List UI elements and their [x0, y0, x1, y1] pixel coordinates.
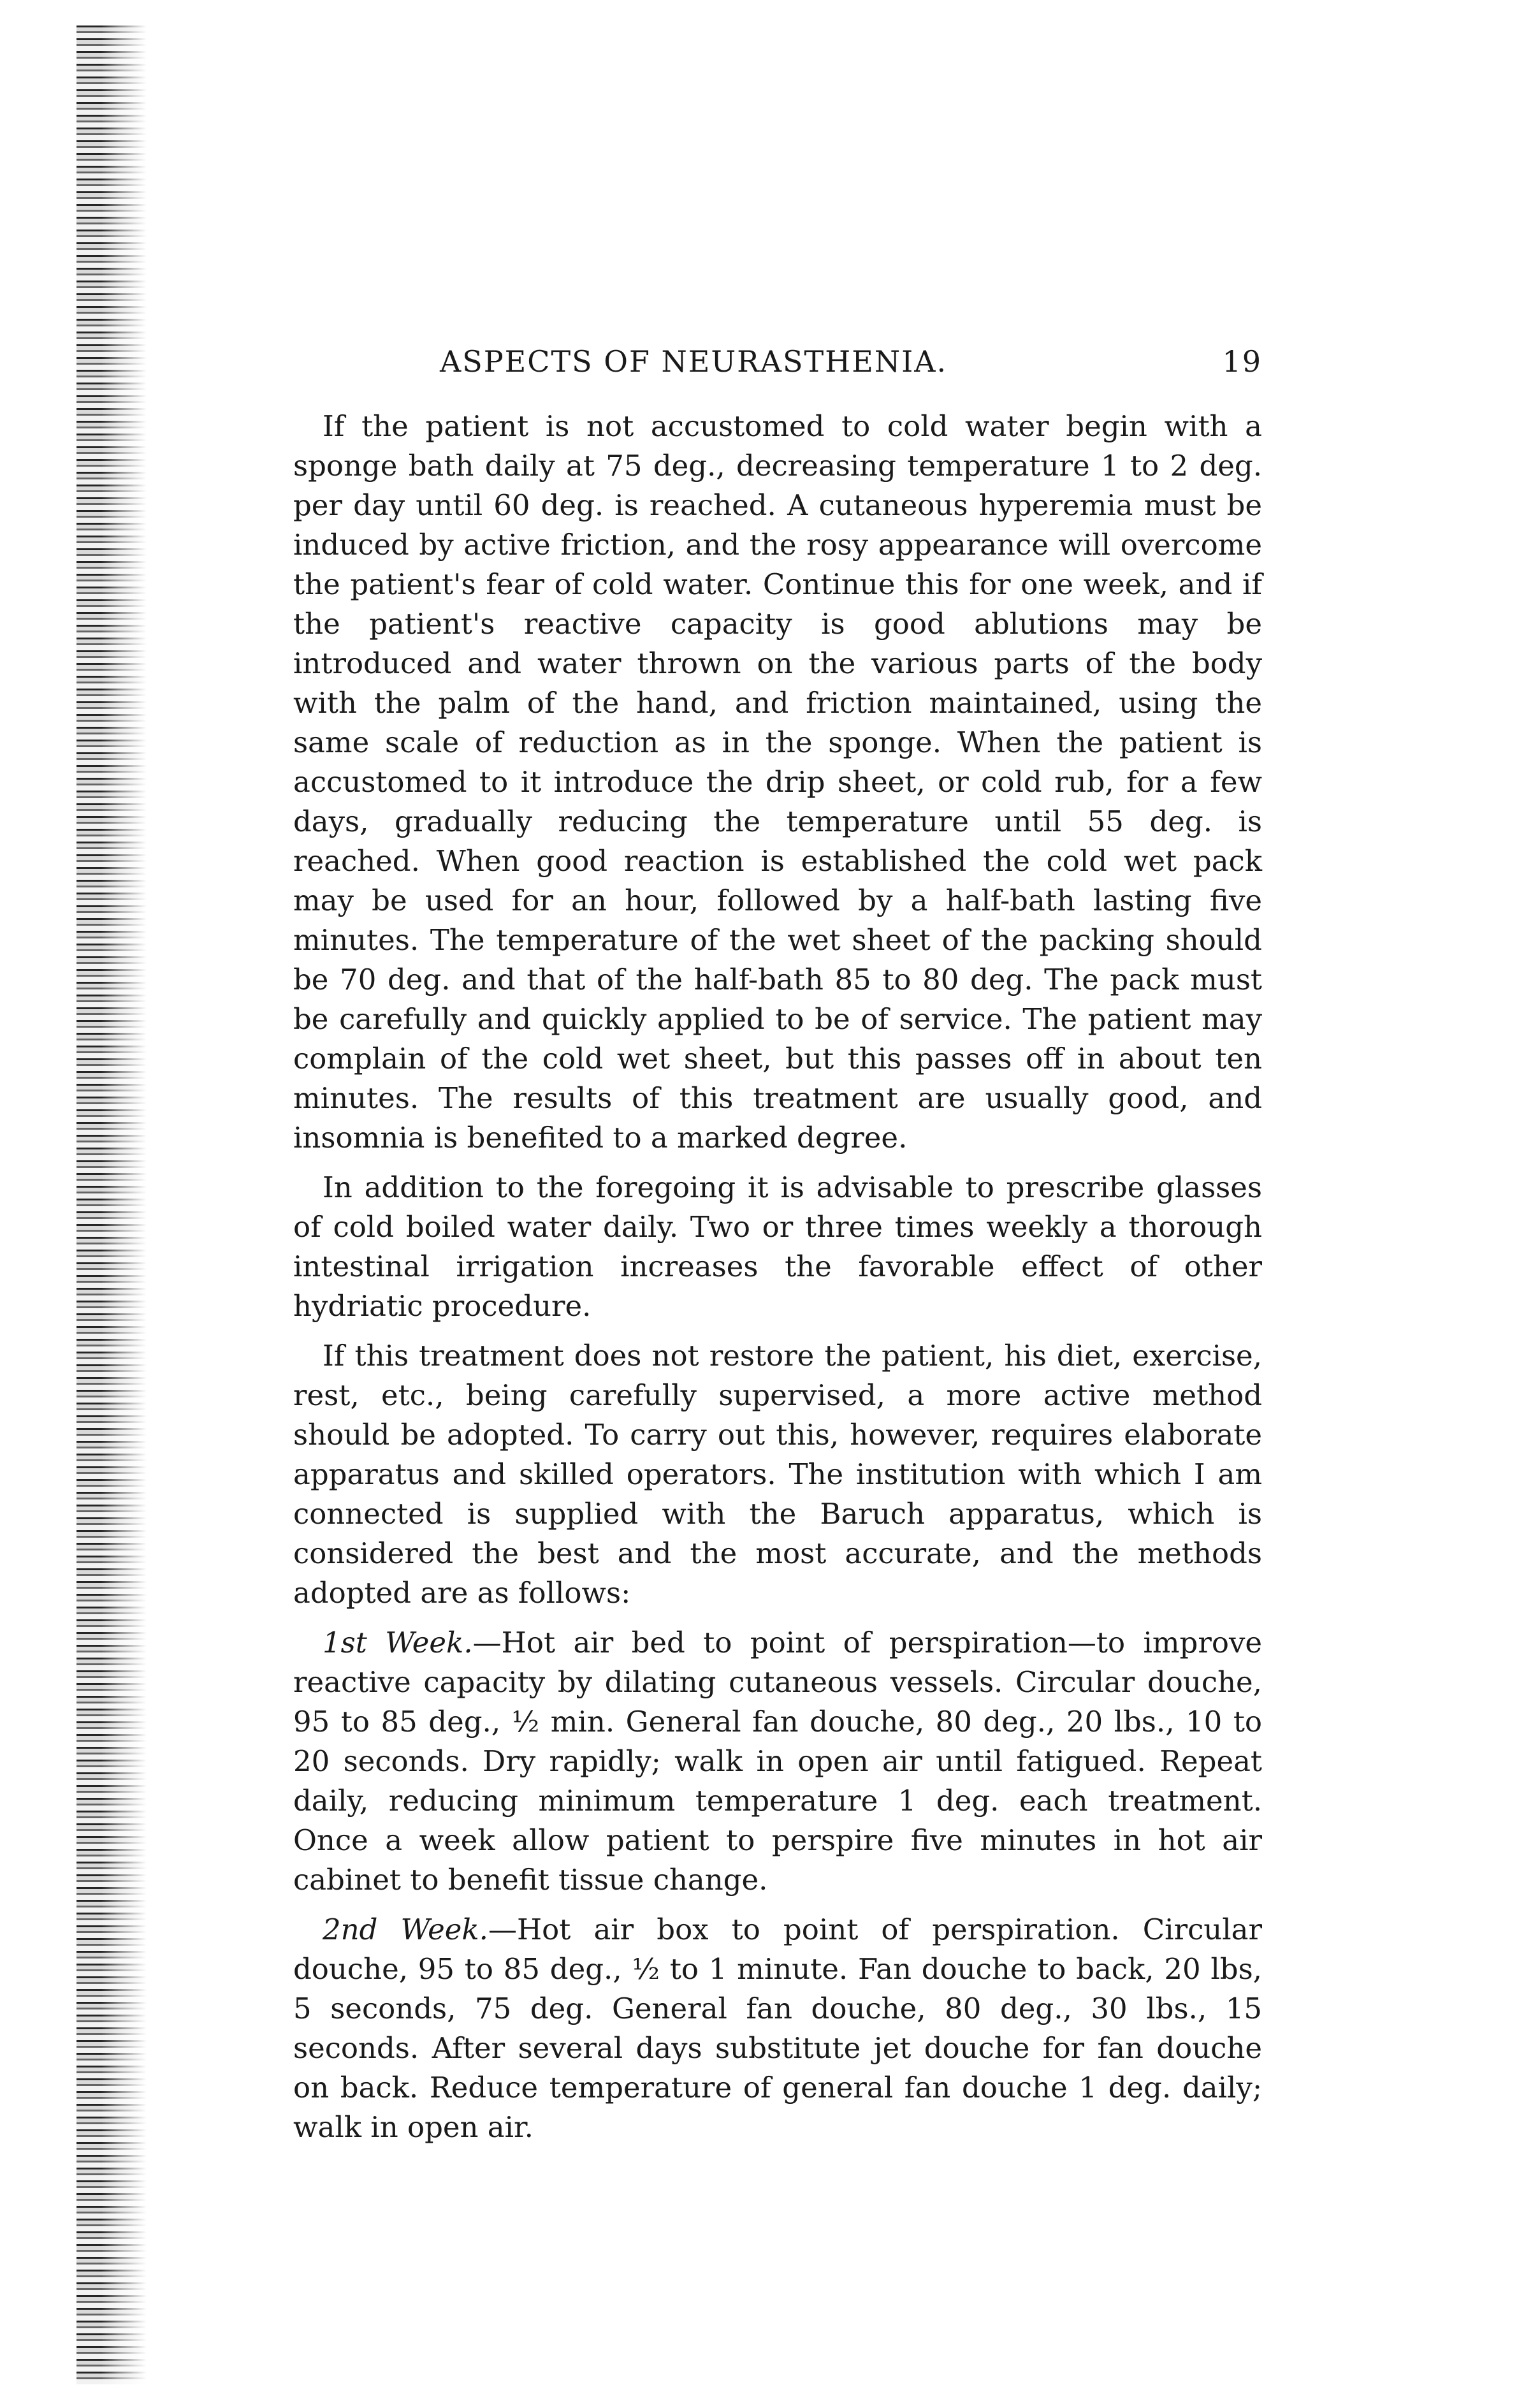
- body-text: [293, 407, 1262, 2147]
- paragraph-text: —Hot air box to point of perspiration. Circular douche, 95 to 85 deg., ½ to 1 minute. Fan douche to back, 20 lbs, 5 seconds, 75 deg. General fan douche, 80 deg., 30 lbs., 15 seconds. After several days substitute jet douche for fan douche on back. Reduce temperature of general fan douche 1 deg. daily; walk in open air.: [293, 1913, 1262, 2144]
- running-title: ASPECTS OF NEURASTHENIA.: [440, 344, 948, 379]
- paragraph-2: [293, 1168, 1262, 1326]
- paragraph-lead: 1st Week.: [323, 1626, 473, 1659]
- paragraph-text: —Hot air bed to point of perspiration—to improve reactive capacity by dilating cutaneous vessels. Circular douche, 95 to 85 deg., ½ min. General fan douche, 80 deg., 20 lbs., 10 to 20 seconds. Dry rapidly; walk in open air until fatigued. Repeat daily, reducing minimum temperature 1 deg. each treatment. Once a week allow patient to perspire five minutes in hot air cabinet to benefit tissue change.: [293, 1626, 1262, 1897]
- paragraph-text: If the patient is not accustomed to cold water begin with a sponge bath daily at 75 deg., decreasing temperature 1 to 2 deg. per day until 60 deg. is reached. A cutaneous hyperemia must be induced by active friction, and the rosy appearance will overcome the patient's fear of cold water. Continue this for one week, and if the patient's reactive capacity is good ablutions may be introduced and water thrown on the various parts of the body with the palm of the hand, and friction maintained, using the same scale of reduction as in the sponge. When the patient is accustomed to it introduce the drip sheet, or cold rub, for a few days, gradually reducing the temperature until 55 deg. is reached. When good reaction is established the cold wet pack may be used for an hour, followed by a half-bath lasting five minutes. The temperature of the wet sheet of the packing should be 70 deg. and that of the half-bath 85 to 80 deg. The pack must be carefully and quickly applied to be of service. The patient may complain of the cold wet sheet, but this passes off in about ten minutes. The results of this treatment are usually good, and insomnia is benefited to a marked degree.: [293, 409, 1262, 1155]
- book-page: [293, 344, 1262, 2157]
- paragraph-1: [293, 407, 1262, 1158]
- paragraph-text: In addition to the foregoing it is advisable to prescribe glasses of cold boiled water daily. Two or three times weekly a thorough intestinal irrigation increases the favorable effect of other hydriatic procedure.: [293, 1170, 1262, 1323]
- page-number: 19: [1222, 344, 1262, 379]
- paragraph-second-week: [293, 1910, 1262, 2147]
- running-head: [293, 344, 1262, 395]
- paragraph-text: If this treatment does not restore the patient, his diet, exercise, rest, etc., being carefully supervised, a more active method should be adopted. To carry out this, however, requires elaborate apparatus and skilled operators. The institution with which I am connected is supplied with the Baruch apparatus, which is considered the best and the most accurate, and the methods adopted are as follows:: [293, 1339, 1262, 1610]
- page-binding-edge: [76, 26, 147, 2384]
- paragraph-first-week: [293, 1623, 1262, 1900]
- paragraph-3: [293, 1336, 1262, 1613]
- paragraph-lead: 2nd Week.: [323, 1913, 488, 1946]
